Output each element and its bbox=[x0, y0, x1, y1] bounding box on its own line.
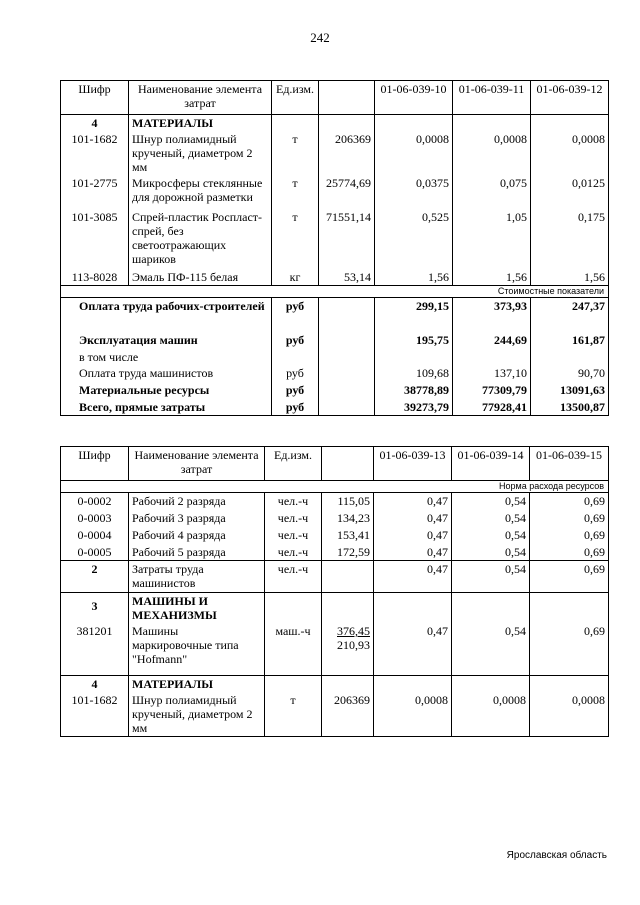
resource-table-1 bbox=[60, 80, 609, 416]
section-code: 4 bbox=[61, 675, 129, 692]
row-code: 101-1682 bbox=[61, 692, 129, 737]
cost-unit: руб bbox=[272, 332, 319, 349]
row-value-2: 0,0008 bbox=[453, 131, 531, 175]
row-code: 381201 bbox=[61, 623, 129, 675]
row-name: Спрей-пластик Роспласт-спрей, без светоотражающих шариков bbox=[129, 209, 272, 269]
col-header-price bbox=[319, 81, 375, 115]
section-title: МАШИНЫ И МЕХАНИЗМЫ bbox=[129, 593, 265, 624]
norm-label-row bbox=[61, 481, 609, 493]
price-line-2: 210,93 bbox=[337, 638, 370, 652]
row-code: 0-0005 bbox=[61, 544, 129, 561]
cost-name: Оплата труда рабочих-строителей bbox=[61, 298, 272, 332]
cost-row bbox=[61, 399, 609, 416]
row-value-2: 0,54 bbox=[452, 561, 530, 593]
row-price: 71551,14 bbox=[319, 209, 375, 269]
table-row bbox=[61, 544, 609, 561]
row-value-3: 0,69 bbox=[530, 561, 609, 593]
row-name: Шнур полиамидный крученый, диаметром 2 мм bbox=[129, 692, 265, 737]
cost-name: в том числе bbox=[61, 349, 272, 365]
cost-value-1: 39273,79 bbox=[375, 399, 453, 416]
row-price: 153,41 bbox=[322, 527, 374, 544]
row-value-3: 0,175 bbox=[531, 209, 609, 269]
row-name: Машины маркировочные типа "Hofmann" bbox=[129, 623, 265, 675]
cost-name: Оплата труда машинистов bbox=[61, 365, 272, 382]
cost-value-3: 13500,87 bbox=[531, 399, 609, 416]
norm-label: Норма расхода ресурсов bbox=[61, 481, 609, 493]
table-row bbox=[61, 269, 609, 286]
cost-value-1: 195,75 bbox=[375, 332, 453, 349]
row-code: 0-0004 bbox=[61, 527, 129, 544]
row-value-1: 0,0008 bbox=[375, 131, 453, 175]
cost-value-3: 13091,63 bbox=[531, 382, 609, 399]
row-price bbox=[322, 623, 374, 675]
row-name: Рабочий 5 разряда bbox=[129, 544, 265, 561]
cost-row bbox=[61, 365, 609, 382]
row-value-1: 0,47 bbox=[374, 561, 452, 593]
row-value-2: 0,0008 bbox=[452, 692, 530, 737]
row-price: 134,23 bbox=[322, 510, 374, 527]
row-unit: чел.-ч bbox=[265, 493, 322, 510]
row-code: 113-8028 bbox=[61, 269, 129, 286]
row-value-1: 0,525 bbox=[375, 209, 453, 269]
cost-value-3: 90,70 bbox=[531, 365, 609, 382]
row-value-3: 0,69 bbox=[530, 527, 609, 544]
section-title: МАТЕРИАЛЫ bbox=[129, 675, 265, 692]
table-row bbox=[61, 561, 609, 593]
row-code: 101-3085 bbox=[61, 209, 129, 269]
col-header-unit: Ед.изм. bbox=[272, 81, 319, 115]
cost-label-row bbox=[61, 286, 609, 298]
col-header-name: Наименование элемента затрат bbox=[129, 447, 265, 481]
cost-value-2: 373,93 bbox=[453, 298, 531, 332]
cost-row bbox=[61, 382, 609, 399]
table-row bbox=[61, 209, 609, 269]
row-value-3: 0,0008 bbox=[531, 131, 609, 175]
col-header-1: 01-06-039-10 bbox=[375, 81, 453, 115]
table-row bbox=[61, 510, 609, 527]
row-value-2: 0,54 bbox=[452, 527, 530, 544]
row-value-1: 0,47 bbox=[374, 510, 452, 527]
col-header-code: Шифр bbox=[61, 447, 129, 481]
row-unit: чел.-ч bbox=[265, 544, 322, 561]
row-value-1: 1,56 bbox=[375, 269, 453, 286]
row-unit: чел.-ч bbox=[265, 510, 322, 527]
col-header-name: Наименование элемента затрат bbox=[129, 81, 272, 115]
cost-unit: руб bbox=[272, 365, 319, 382]
cost-value-2: 244,69 bbox=[453, 332, 531, 349]
col-header-2: 01-06-039-11 bbox=[453, 81, 531, 115]
row-value-3: 0,69 bbox=[530, 544, 609, 561]
cost-value-1: 38778,89 bbox=[375, 382, 453, 399]
section-title: МАТЕРИАЛЫ bbox=[129, 115, 272, 132]
row-value-3: 0,69 bbox=[530, 493, 609, 510]
row-unit: т bbox=[272, 131, 319, 175]
row-unit: т bbox=[272, 209, 319, 269]
row-code: 101-2775 bbox=[61, 175, 129, 209]
row-value-2: 0,54 bbox=[452, 544, 530, 561]
row-unit: маш.-ч bbox=[265, 623, 322, 675]
cost-row bbox=[61, 298, 609, 332]
resource-table-2 bbox=[60, 446, 609, 737]
row-unit: т bbox=[265, 692, 322, 737]
col-header-1: 01-06-039-13 bbox=[374, 447, 452, 481]
col-header-code: Шифр bbox=[61, 81, 129, 115]
section-code: 3 bbox=[61, 593, 129, 624]
cost-name: Всего, прямые затраты bbox=[61, 399, 272, 416]
section-code: 4 bbox=[61, 115, 129, 132]
row-price: 115,05 bbox=[322, 493, 374, 510]
row-name: Микросферы стеклянные для дорожной разметки bbox=[129, 175, 272, 209]
row-code: 101-1682 bbox=[61, 131, 129, 175]
table-row bbox=[61, 593, 609, 624]
row-name: Рабочий 4 разряда bbox=[129, 527, 265, 544]
cost-row bbox=[61, 349, 609, 365]
cost-name: Эксплуатация машин bbox=[61, 332, 272, 349]
row-value-3: 0,0008 bbox=[530, 692, 609, 737]
row-value-1: 0,47 bbox=[374, 493, 452, 510]
row-value-3: 0,0125 bbox=[531, 175, 609, 209]
cost-value-3: 247,37 bbox=[531, 298, 609, 332]
row-name: Затраты труда машинистов bbox=[129, 561, 265, 593]
row-value-2: 1,56 bbox=[453, 269, 531, 286]
row-name: Эмаль ПФ-115 белая bbox=[129, 269, 272, 286]
cost-row bbox=[61, 332, 609, 349]
row-value-3: 0,69 bbox=[530, 623, 609, 675]
table-row bbox=[61, 115, 609, 132]
header-row bbox=[61, 81, 609, 115]
row-value-1: 0,47 bbox=[374, 544, 452, 561]
cost-unit: руб bbox=[272, 298, 319, 332]
row-price: 53,14 bbox=[319, 269, 375, 286]
row-unit: чел.-ч bbox=[265, 527, 322, 544]
row-name: Рабочий 3 разряда bbox=[129, 510, 265, 527]
table-row bbox=[61, 175, 609, 209]
cost-unit: руб bbox=[272, 399, 319, 416]
row-value-2: 0,075 bbox=[453, 175, 531, 209]
section-code: 2 bbox=[61, 561, 129, 593]
row-name: Шнур полиамидный крученый, диаметром 2 мм bbox=[129, 131, 272, 175]
footer-region: Ярославская область bbox=[506, 850, 607, 861]
row-value-2: 1,05 bbox=[453, 209, 531, 269]
row-value-1: 0,47 bbox=[374, 623, 452, 675]
col-header-price bbox=[322, 447, 374, 481]
row-unit: чел.-ч bbox=[265, 561, 322, 593]
table-row bbox=[61, 493, 609, 510]
cost-name: Материальные ресурсы bbox=[61, 382, 272, 399]
col-header-2: 01-06-039-14 bbox=[452, 447, 530, 481]
row-price: 206369 bbox=[322, 692, 374, 737]
row-name: Рабочий 2 разряда bbox=[129, 493, 265, 510]
cost-unit: руб bbox=[272, 382, 319, 399]
row-price: 25774,69 bbox=[319, 175, 375, 209]
cost-value-2: 77928,41 bbox=[453, 399, 531, 416]
cost-value-2: 137,10 bbox=[453, 365, 531, 382]
table-row bbox=[61, 527, 609, 544]
cost-indicators-label: Стоимостные показатели bbox=[61, 286, 609, 298]
row-price: 172,59 bbox=[322, 544, 374, 561]
col-header-3: 01-06-039-12 bbox=[531, 81, 609, 115]
cost-value-2: 77309,79 bbox=[453, 382, 531, 399]
row-code: 0-0002 bbox=[61, 493, 129, 510]
row-value-1: 0,0008 bbox=[374, 692, 452, 737]
row-price: 206369 bbox=[319, 131, 375, 175]
table-row bbox=[61, 131, 609, 175]
col-header-3: 01-06-039-15 bbox=[530, 447, 609, 481]
table-row bbox=[61, 675, 609, 692]
col-header-unit: Ед.изм. bbox=[265, 447, 322, 481]
table-row bbox=[61, 692, 609, 737]
row-value-3: 0,69 bbox=[530, 510, 609, 527]
cost-value-1: 109,68 bbox=[375, 365, 453, 382]
row-value-2: 0,54 bbox=[452, 510, 530, 527]
row-value-1: 0,47 bbox=[374, 527, 452, 544]
row-value-3: 1,56 bbox=[531, 269, 609, 286]
page-number: 242 bbox=[310, 30, 330, 45]
row-unit: кг bbox=[272, 269, 319, 286]
row-value-1: 0,0375 bbox=[375, 175, 453, 209]
header-row bbox=[61, 447, 609, 481]
row-value-2: 0,54 bbox=[452, 623, 530, 675]
cost-value-3: 161,87 bbox=[531, 332, 609, 349]
row-unit: т bbox=[272, 175, 319, 209]
cost-value-1: 299,15 bbox=[375, 298, 453, 332]
price-line-1: 376,45 bbox=[337, 624, 370, 638]
table-row bbox=[61, 623, 609, 675]
row-value-2: 0,54 bbox=[452, 493, 530, 510]
row-code: 0-0003 bbox=[61, 510, 129, 527]
